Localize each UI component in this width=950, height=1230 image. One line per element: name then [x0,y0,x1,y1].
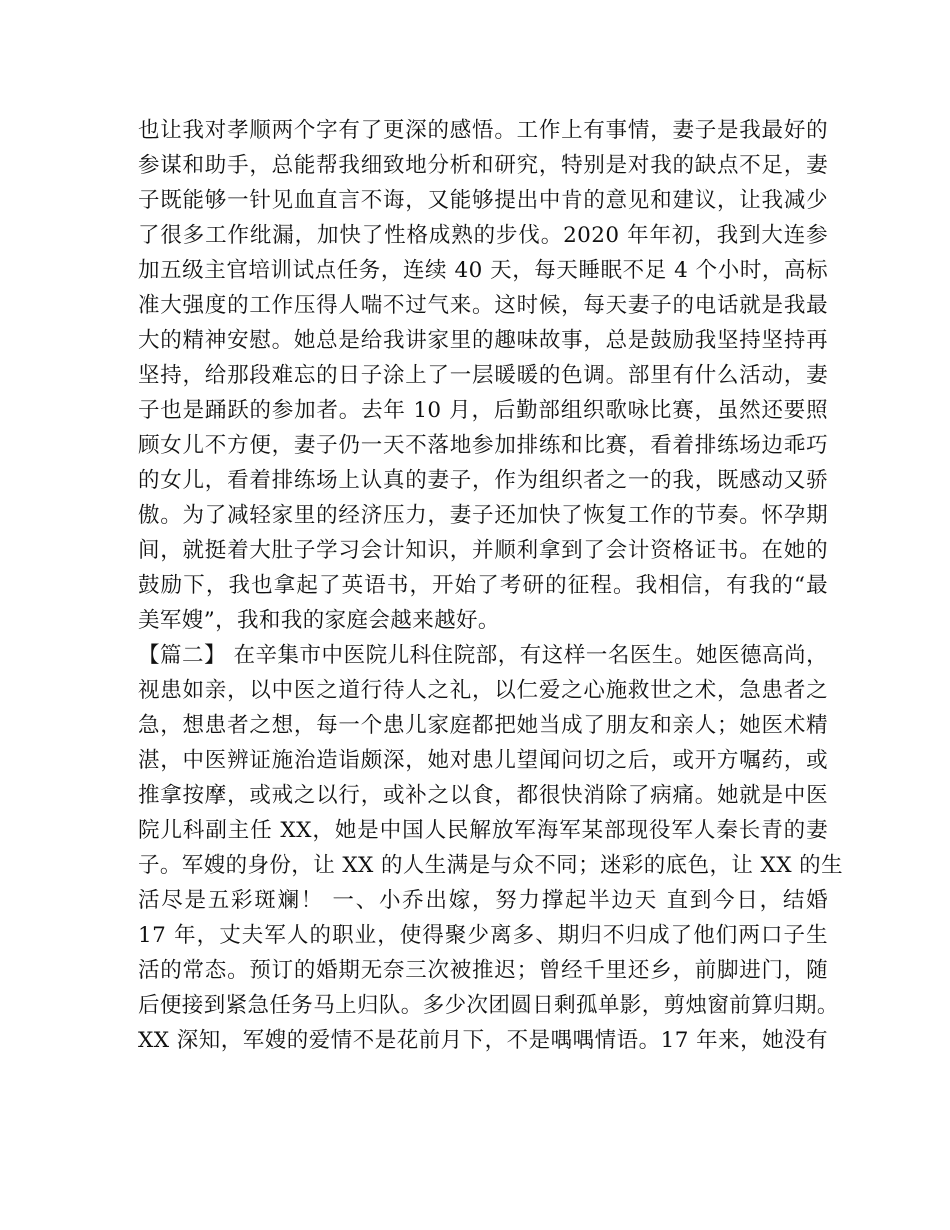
text-line: XX 深知，军嫂的爱情不是花前月下，不是喁喁情语。17 年来，她没有 [138,1028,828,1053]
text-line: 视患如亲，以中医之道行待人之礼，以仁爱之心施救世之术，急患者之 [138,678,828,703]
text-line: 活尽是五彩斑斓！ 一、小乔出嫁，努力撑起半边天 直到今日，结婚 [138,888,828,913]
text-line: 推拿按摩，或戒之以行，或补之以食，都很快消除了病痛。她就是中医 [138,783,828,808]
section-heading-line: 【篇二】 在辛集市中医院儿科住院部，有这样一名医生。她医德高尚， [138,643,828,668]
text-line: 17 年，丈夫军人的职业，使得聚少离多、期归不归成了他们两口子生 [138,923,828,948]
text-line: 间，就挺着大肚子学习会计知识，并顺利拿到了会计资格证书。在她的 [138,538,828,563]
text-line: 院儿科副主任 XX，她是中国人民解放军海军某部现役军人秦长青的妻 [138,818,828,843]
text-line: 鼓励下，我也拿起了英语书，开始了考研的征程。我相信，有我的“最 [138,573,828,598]
text-line: 顾女儿不方便，妻子仍一天不落地参加排练和比赛，看着排练场边乖巧 [138,433,828,458]
text-line: 子。军嫂的身份，让 XX 的人生满是与众不同；迷彩的底色，让 XX 的生 [138,853,843,878]
text-line: 准大强度的工作压得人喘不过气来。这时候，每天妻子的电话就是我最 [138,293,828,318]
text-line: 参谋和助手，总能帮我细致地分析和研究，特别是对我的缺点不足，妻 [138,153,828,178]
text-line: 美军嫂”，我和我的家庭会越来越好。 [138,608,500,633]
text-line: 加五级主官培训试点任务，连续 40 天，每天睡眠不足 4 个小时，高标 [138,258,828,283]
text-line: 活的常态。预订的婚期无奈三次被推迟；曾经千里还乡，前脚进门，随 [138,958,828,983]
body-text [138,113,843,1058]
text-line: 了很多工作纰漏，加快了性格成熟的步伐。2020 年年初，我到大连参 [138,223,828,248]
text-line: 傲。为了减轻家里的经济压力，妻子还加快了恢复工作的节奏。怀孕期 [138,503,828,528]
text-line: 子也是踊跃的参加者。去年 10 月，后勤部组织歌咏比赛，虽然还要照 [138,398,828,423]
text-line: 的女儿，看着排练场上认真的妻子，作为组织者之一的我，既感动又骄 [138,468,828,493]
text-line: 大的精神安慰。她总是给我讲家里的趣味故事，总是鼓励我坚持坚持再 [138,328,828,353]
text-line: 急，想患者之想，每一个患儿家庭都把她当成了朋友和亲人；她医术精 [138,713,828,738]
text-line: 后便接到紧急任务马上归队。多少次团圆日剩孤单影，剪烛窗前算归期。 [138,993,839,1018]
text-line: 也让我对孝顺两个字有了更深的感悟。工作上有事情，妻子是我最好的 [138,118,828,143]
text-line: 湛，中医辨证施治造诣颇深，她对患儿望闻问切之后，或开方嘱药，或 [138,748,828,773]
text-line: 坚持，给那段难忘的日子涂上了一层暖暖的色调。部里有什么活动，妻 [138,363,828,388]
text-line: 子既能够一针见血直言不诲，又能够提出中肯的意见和建议，让我减少 [138,188,828,213]
